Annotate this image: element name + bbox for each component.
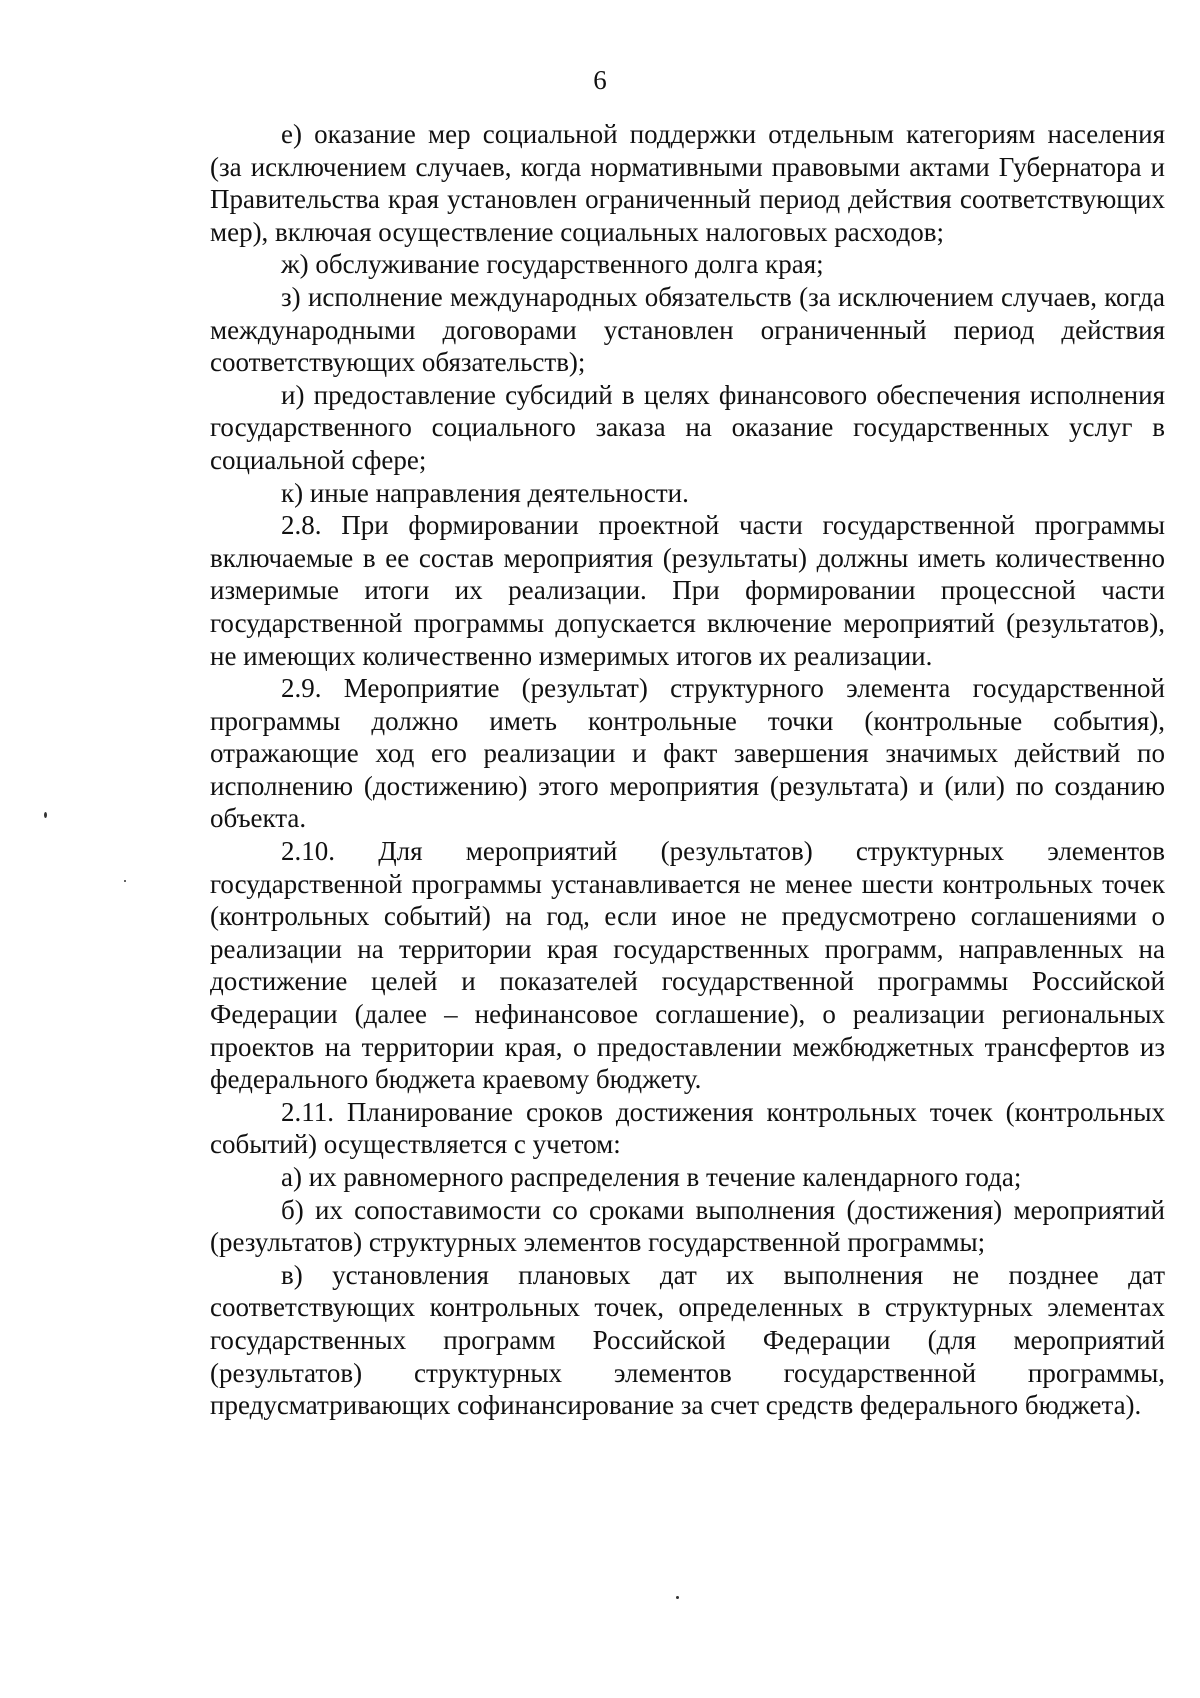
- paragraph-e: е) оказание мер социальной поддержки отдельным категориям населения (за исключением случаев, когда нормативными правовыми актами Губернатора и Правительства края установлен ограниченный период действия соответствующих мер), включая осуществление социальных налоговых расходов;: [210, 119, 1165, 247]
- paragraph-b: б) их сопоставимости со сроками выполнения (достижения) мероприятий (результатов) структурных элементов государственной программы;: [210, 1194, 1165, 1258]
- scan-speck: [676, 1596, 679, 1599]
- paragraph-z: з) исполнение международных обязательств (за исключением случаев, когда международными договорами установлен ограниченный период действия соответствующих обязательств);: [210, 281, 1165, 378]
- paragraph-2-10: 2.10. Для мероприятий (результатов) структурных элементов государственной программы устанавливается не менее шести контрольных точек (контрольных событий) на год, если иное не предусмотрено соглашениями о реализации на территории края государственных программ, направленных на достижение целей и показателей государственной программы Российской Федерации (далее – нефинансовое соглашение), о реализации региональных проектов на территории края, о предоставлении межбюджетных трансфертов из федерального бюджета краевому бюджету.: [210, 836, 1165, 1095]
- scan-speck: [124, 880, 126, 882]
- document-body: [210, 118, 1165, 1422]
- paragraph-zh: ж) обслуживание государственного долга края;: [281, 249, 824, 280]
- paragraph-2-11: 2.11. Планирование сроков достижения контрольных точек (контрольных событий) осуществляется с учетом:: [210, 1096, 1165, 1160]
- paragraph-k: к) иные направления деятельности.: [281, 477, 689, 508]
- paragraph-i: и) предоставление субсидий в целях финансового обеспечения исполнения государственного социального заказа на оказание государственных услуг в социальной сфере;: [210, 379, 1165, 475]
- page-number: 6: [593, 65, 607, 95]
- paragraph-v: в) установления плановых дат их выполнения не позднее дат соответствующих контрольных точек, определенных в структурных элементах государственных программ Российской Федерации (для мероприятий (результатов) структурных элементов государственной программы, предусматривающих софинансирование за счет средств федерального бюджета).: [210, 1259, 1165, 1421]
- paragraph-a: а) их равномерного распределения в течение календарного года;: [281, 1162, 1022, 1192]
- scan-speck: [44, 812, 47, 818]
- paragraph-2-9: 2.9. Мероприятие (результат) структурного элемента государственной программы должно иметь контрольные точки (контрольные события), отражающие ход его реализации и факт завершения значимых действий по исполнению (достижению) этого мероприятия (результата) и (или) по созданию объекта.: [210, 673, 1165, 834]
- paragraph-2-8: 2.8. При формировании проектной части государственной программы включаемые в ее состав мероприятия (результаты) должны иметь количественно измеримые итоги их реализации. При формировании процессной части государственной программы допускается включение мероприятий (результатов), не имеющих количественно измеримых итогов их реализации.: [210, 510, 1165, 671]
